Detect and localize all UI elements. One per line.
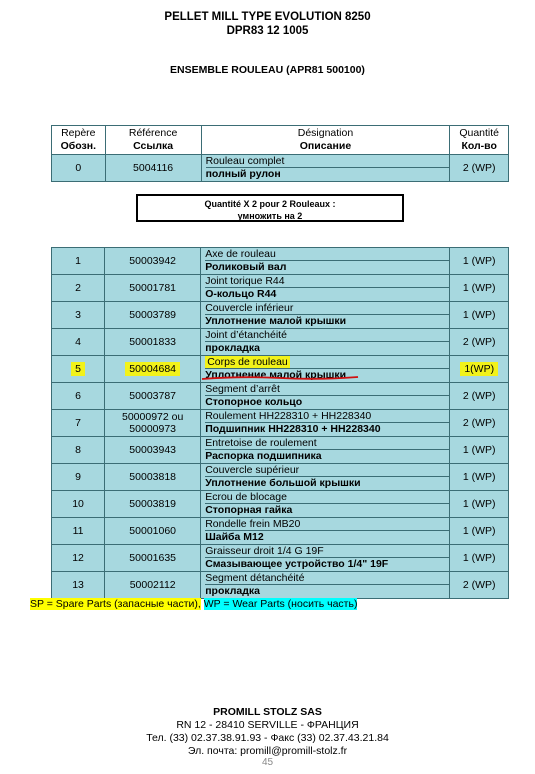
row-ref: 50003818 [105, 464, 201, 491]
row-qty: 1 (WP) [450, 275, 509, 302]
row-ref: 50001635 [105, 545, 201, 572]
assembly-title: ENSEMBLE ROULEAU (APR81 500100) [170, 64, 365, 76]
row-ref: 5004116 [105, 155, 201, 182]
part-row [52, 572, 509, 599]
part-row [52, 329, 509, 356]
footer-phone: Тел. (33) 02.37.38.91.93 - Факс (33) 02.37.43.21.84 [146, 732, 389, 744]
designation-fr: Graisseur droit 1/4 G 19F [205, 545, 450, 558]
row-designation [201, 437, 450, 464]
row-ref: 50001781 [105, 275, 201, 302]
row-qty: 1(WP) [450, 356, 509, 383]
designation-fr: Ecrou de blocage [205, 491, 450, 504]
part-row [52, 248, 509, 275]
row-qty: 1 (WP) [450, 248, 509, 275]
row-designation [201, 248, 450, 275]
footer-company: PROMILL STOLZ SAS [213, 706, 322, 718]
row-designation [201, 275, 450, 302]
designation-ru: Смазывающее устройство 1/4" 19F [205, 558, 389, 570]
row-designation [201, 518, 450, 545]
row-designation [201, 329, 450, 356]
row-qty: 1 (WP) [450, 302, 509, 329]
row-num: 3 [52, 302, 105, 329]
part-row [52, 383, 509, 410]
designation-ru: прокладка [205, 342, 261, 354]
row-qty: 2 (WP) [450, 329, 509, 356]
column-header-row [52, 126, 509, 155]
row-qty: 1 (WP) [450, 437, 509, 464]
row-qty: 1 (WP) [450, 464, 509, 491]
row-qty: 1 (WP) [450, 518, 509, 545]
part-row [52, 545, 509, 572]
quantity-note-ru: умножить на 2 [237, 211, 303, 221]
strike-through-mark [200, 375, 360, 381]
designation-fr: Segment détanchéité [205, 572, 450, 585]
part-row [52, 275, 509, 302]
designation-ru: Уплотнение малой крышки [205, 369, 347, 381]
main-assembly-row [52, 155, 509, 182]
designation-ru: Уплотнение большой крышки [205, 477, 361, 489]
row-ref: 50002112 [105, 572, 201, 599]
row-num: 11 [52, 518, 105, 545]
row-num: 0 [52, 155, 106, 182]
part-row [52, 302, 509, 329]
footer-address: RN 12 - 28410 SERVILLE - ФРАНЦИЯ [176, 719, 359, 731]
legend-spare-parts: SP = Spare Parts (запасные части), [30, 598, 201, 610]
row-num: 1 [52, 248, 105, 275]
row-num: 9 [52, 464, 105, 491]
row-ref: 50001060 [105, 518, 201, 545]
designation-ru: Стопорное кольцо [205, 396, 303, 408]
row-num: 4 [52, 329, 105, 356]
row-qty: 2 (WP) [450, 155, 509, 182]
row-num: 8 [52, 437, 105, 464]
designation-fr: Couvercle supérieur [205, 464, 450, 477]
row-qty: 1 (WP) [450, 491, 509, 518]
row-designation [201, 464, 450, 491]
col-repere: Repère Обозн. [52, 126, 106, 155]
row-ref: 50003789 [105, 302, 201, 329]
row-designation [201, 545, 450, 572]
row-num: 5 [52, 356, 105, 383]
row-num: 13 [52, 572, 105, 599]
header-table [51, 125, 509, 182]
row-ref: 50003943 [105, 437, 201, 464]
designation-ru: Распорка подшипника [205, 450, 322, 462]
part-row [52, 410, 509, 437]
designation-fr: Corps de rouleau [205, 356, 450, 369]
row-qty: 2 (WP) [450, 572, 509, 599]
row-designation [201, 383, 450, 410]
footer-email: Эл. почта: promill@promill-stolz.fr [187, 745, 348, 757]
legend-wear-parts: WP = Wear Parts (носить часть) [203, 598, 358, 610]
row-ref: 50004684 [105, 356, 201, 383]
quantity-note-fr: Quantité X 2 pour 2 Rouleaux : [204, 199, 336, 209]
designation-ru: Уплотнение малой крышки [205, 315, 347, 327]
row-designation [201, 410, 450, 437]
col-designation: Désignation Описание [201, 126, 450, 155]
doc-title: PELLET MILL TYPE EVOLUTION 8250 [164, 11, 371, 23]
quantity-note [136, 194, 404, 222]
designation-fr: Rouleau complet [206, 155, 451, 168]
col-quantity: Quantité Кол-во [450, 126, 509, 155]
part-row [52, 491, 509, 518]
designation-fr: Rondelle frein MB20 [205, 518, 450, 531]
row-ref: 50000972 ou 50000973 [105, 410, 201, 437]
row-qty: 2 (WP) [450, 383, 509, 410]
row-designation [201, 491, 450, 518]
row-ref: 50003942 [105, 248, 201, 275]
designation-ru: Роликовый вал [205, 261, 287, 273]
part-row [52, 518, 509, 545]
designation-fr: Couvercle inférieur [205, 302, 450, 315]
designation-ru: полный рулон [205, 168, 281, 180]
designation-fr: Entretoise de roulement [205, 437, 450, 450]
designation-fr: Axe de rouleau [205, 248, 450, 261]
row-num: 10 [52, 491, 105, 518]
designation-fr: Joint torique R44 [205, 275, 450, 288]
row-num: 2 [52, 275, 105, 302]
row-designation [201, 302, 450, 329]
designation-fr: Joint d’étanchéité [205, 329, 450, 342]
designation-ru: Подшипник HH228310 + HH228340 [205, 423, 381, 435]
row-num: 12 [52, 545, 105, 572]
designation-ru: прокладка [205, 585, 261, 597]
row-ref: 50003787 [105, 383, 201, 410]
designation-ru: Шайба M12 [205, 531, 264, 543]
part-row [52, 464, 509, 491]
row-num: 7 [52, 410, 105, 437]
row-qty: 1 (WP) [450, 545, 509, 572]
row-ref: 50001833 [105, 329, 201, 356]
page-number: 45 [261, 757, 274, 768]
parts-table [51, 247, 509, 599]
row-num: 6 [52, 383, 105, 410]
row-ref: 50003819 [105, 491, 201, 518]
row-designation [201, 572, 450, 599]
legend [30, 598, 357, 610]
designation-ru: Стопорная гайка [205, 504, 293, 516]
designation-fr: Segment d’arrêt [205, 383, 450, 396]
designation-fr: Roulement HH228310 + HH228340 [205, 410, 450, 423]
row-designation [201, 155, 450, 182]
doc-code: DPR83 12 1005 [226, 25, 309, 37]
col-reference: Référence Ссылка [105, 126, 201, 155]
row-qty: 2 (WP) [450, 410, 509, 437]
part-row [52, 437, 509, 464]
designation-ru: О-кольцо R44 [205, 288, 277, 300]
